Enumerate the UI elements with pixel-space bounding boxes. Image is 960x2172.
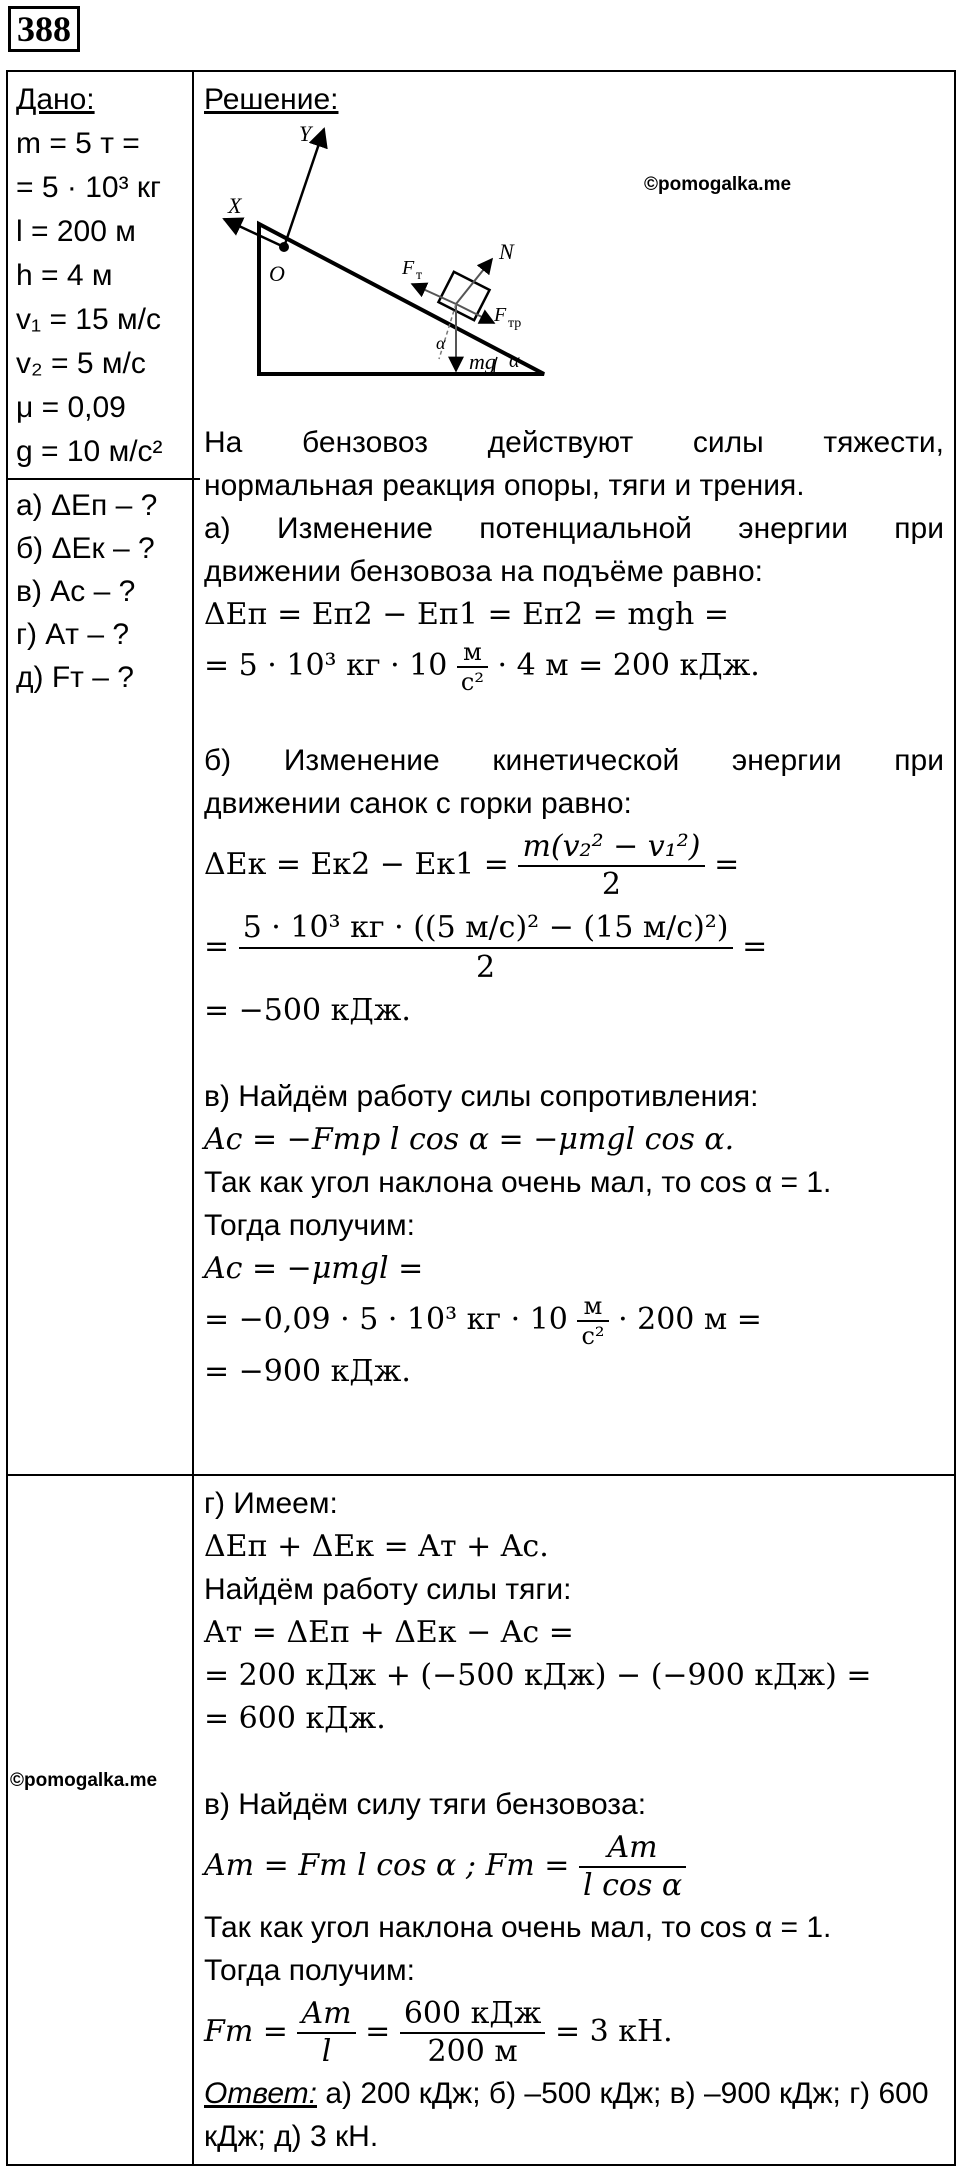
part-e-line-2: Так как угол наклона очень мал, то cos α = 1.: [204, 1911, 832, 1944]
find-item: а) ΔEп – ?: [16, 489, 158, 522]
find-item: д) Fт – ?: [16, 661, 134, 694]
part-c-eq-3: [204, 1290, 944, 1350]
given-item: v₂ = 5 м/с: [16, 347, 146, 380]
part-c-eq-2: Aс = −μmgl =: [204, 1251, 424, 1286]
traction-force-arrow: [412, 284, 456, 304]
o-label: O: [269, 261, 285, 286]
part-e-line-1: в) Найдём силу тяги бензовоза:: [204, 1788, 647, 1821]
y-label: Y: [299, 121, 312, 146]
given-item: = 5 · 10³ кг: [16, 171, 161, 204]
part-c-line-2: Так как угол наклона очень мал, то cos α = 1.: [204, 1166, 832, 1199]
part-d-eq-4: = 600 кДж.: [204, 1701, 386, 1736]
intro-line-2: нормальная реакция опоры, тяги и трения.: [204, 469, 805, 502]
part-d-line-2: Найдём работу силы тяги:: [204, 1573, 572, 1606]
given-item: h = 4 м: [16, 259, 113, 292]
frac-den: с²: [460, 668, 484, 696]
frac-den: l: [321, 2034, 332, 2069]
part-e-eq-1-left: Aт = Fт l cos α ; Fт =: [204, 1848, 570, 1883]
solution-title: Решение:: [204, 83, 339, 116]
y-axis: [284, 129, 324, 247]
watermark-cell: [7, 1475, 193, 2165]
part-e-fraction-2: [400, 1996, 546, 2070]
n-label: N: [499, 239, 514, 264]
find-item: в) Aс – ?: [16, 575, 136, 608]
part-e-eq-2: [204, 1992, 944, 2072]
solution-table: [6, 70, 956, 2166]
truck-block: [438, 272, 489, 320]
part-b-line-1: б) Изменение кинетической энергии при: [204, 744, 944, 777]
frac-num: 5 · 10³ кг · ((5 м/с)² − (15 м/с)²): [239, 909, 733, 949]
frac-den: l cos α: [582, 1868, 683, 1903]
frac-den: 2: [601, 867, 622, 902]
ft-label: F: [402, 257, 415, 279]
mg-label: mg: [469, 349, 496, 374]
part-b-eq-1-left: ΔEк = Eк2 − Eк1 =: [204, 847, 509, 882]
answer-label: Ответ:: [204, 2077, 317, 2110]
given-item: g = 10 м/с²: [16, 435, 163, 468]
frac-num: м: [577, 1292, 608, 1322]
part-e-line-3: Тогда получим:: [204, 1954, 415, 1987]
part-c-line-3: Тогда получим:: [204, 1209, 415, 1242]
frac-num: m(v₂² − v₁²): [518, 829, 704, 867]
part-c-eq-3-right: · 200 м =: [618, 1302, 762, 1337]
part-b-eq-3: = −500 кДж.: [204, 993, 411, 1028]
part-c-eq-1: Aс = −Fтр l cos α = −μmgl cos α.: [204, 1122, 735, 1157]
problem-number: 388: [8, 6, 80, 52]
frac-den: с²: [581, 1322, 605, 1350]
part-d-eq-3: = 200 кДж + (−500 кДж) − (−900 кДж) =: [204, 1658, 872, 1693]
answer: [204, 2072, 944, 2158]
watermark-top: ©pomogalka.me: [644, 174, 792, 195]
frac-den: 200 м: [427, 2034, 518, 2069]
frac-num: 600 кДж: [400, 1996, 546, 2034]
solution-cell-1: [193, 71, 955, 1475]
alpha-label-2: α: [509, 350, 520, 372]
part-b-eq-2: = $\frac{\text{5 · 10³ кг · ((5 м/с)² − (15 м/с)²)}}{2}$ =: [204, 910, 768, 985]
x-label: X: [228, 193, 242, 218]
part-a-line-1: а) Изменение потенциальной энергии при: [204, 512, 944, 545]
part-a-eq-2-left: = 5 · 10³ кг · 10: [204, 648, 448, 683]
solution-cell-2: [193, 1475, 955, 2165]
frac-num: Aт: [579, 1830, 686, 1868]
alpha-label-1: α: [436, 333, 446, 353]
part-a-eq-1: ΔEп = Eп2 − Eп1 = Eп2 = mgh =: [204, 597, 729, 632]
part-b-fraction-2: [239, 909, 733, 987]
part-d-eq-1: ΔEп + ΔEк = Aт + Aс.: [204, 1529, 549, 1564]
given-item: l = 200 м: [16, 215, 136, 248]
part-d-line-1: г) Имеем:: [204, 1487, 338, 1520]
find-item: б) ΔEк – ?: [16, 532, 155, 565]
given-cell: [7, 71, 193, 1475]
given-divider: [8, 478, 200, 480]
frac-num: м: [457, 638, 488, 668]
find-item: г) Aт – ?: [16, 618, 130, 651]
part-c-eq-3-left: = −0,09 · 5 · 10³ кг · 10: [204, 1302, 568, 1337]
part-b-eq-1: ΔEк = Eк2 − Eк1 = $\frac{\text{m(v₂² − v₁²)}}{2}$ =: [204, 829, 740, 902]
part-e-fraction: [579, 1830, 686, 1904]
part-d-eq-2: Aт = ΔEп + ΔEк − Aс =: [204, 1615, 574, 1650]
ftr-sub-label: тр: [508, 316, 522, 331]
frac-den: 2: [476, 950, 496, 985]
part-b-fraction-1: [518, 829, 704, 903]
part-e-eq-2-left: Fт =: [204, 2014, 288, 2049]
given-item: μ = 0,09: [16, 391, 126, 424]
part-e-fraction-1: [297, 1996, 355, 2070]
find-list: [16, 484, 192, 699]
given-title: Дано:: [16, 83, 95, 116]
watermark-left: ©pomogalka.me: [10, 1770, 158, 1791]
given-list: [16, 122, 192, 474]
given-item: m = 5 т =: [16, 127, 140, 160]
ftr-label: F: [494, 304, 507, 326]
part-b-line-2: движении санок с горки равно:: [204, 787, 632, 820]
incline-diagram: [194, 109, 934, 409]
part-a-eq-2-right: · 4 м = 200 кДж.: [497, 648, 760, 683]
given-item: v₁ = 15 м/с: [16, 303, 161, 336]
part-e-eq-2-right: = 3 кН.: [554, 2014, 673, 2049]
incline-figure: [204, 121, 944, 421]
part-a-eq-2: [204, 636, 944, 696]
part-c-eq-4: = −900 кДж.: [204, 1354, 411, 1389]
part-e-eq-1: [204, 1826, 944, 1906]
frac-num: Aт: [297, 1996, 355, 2034]
equals-sign: =: [365, 2014, 391, 2049]
part-a-line-2: движении бензовоза на подъёме равно:: [204, 555, 763, 588]
origin-point: [279, 242, 289, 252]
answer-text: а) 200 кДж; б) –500 кДж; в) –900 кДж; г) 600 кДж; д) 3 кН.: [204, 2077, 929, 2153]
intro-line-1: На бензовоз действуют силы тяжести,: [204, 426, 944, 459]
part-c-line-1: в) Найдём работу силы сопротивления:: [204, 1080, 759, 1113]
part-a-fraction: [457, 638, 488, 696]
ft-sub-label: т: [416, 268, 423, 283]
part-c-fraction: [577, 1292, 608, 1350]
